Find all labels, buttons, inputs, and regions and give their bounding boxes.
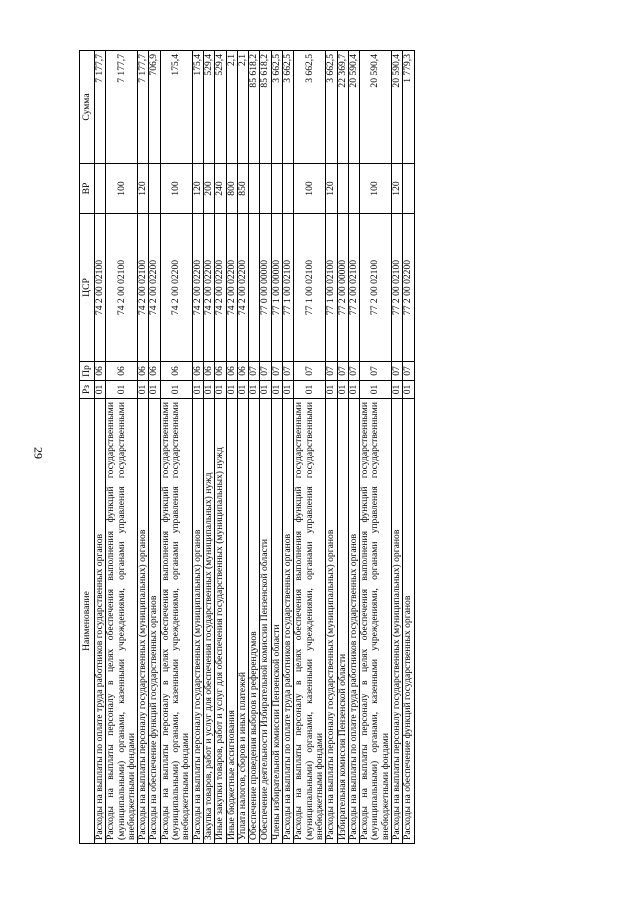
header-vr: ВР (80, 164, 95, 214)
cell-csr: 74 2 00 02200 (226, 214, 237, 362)
cell-sum: 7 177,7 (106, 51, 138, 164)
cell-vr: 850 (237, 164, 248, 214)
cell-rz: 01 (203, 381, 214, 399)
cell-name: Расходы на выплаты по оплате труда работников государственных органов (348, 399, 359, 844)
cell-csr: 74 2 00 02100 (106, 214, 138, 362)
table-row (215, 51, 226, 844)
cell-name: Члены избирательной комиссии Пензенской области (271, 399, 282, 844)
cell-pr: 06 (106, 362, 138, 381)
cell-rz: 01 (294, 381, 326, 399)
table-body (95, 51, 415, 844)
cell-name: Иные бюджетные ассигнования (226, 399, 237, 844)
cell-vr: 200 (203, 164, 214, 214)
cell-rz: 01 (160, 381, 192, 399)
table-row (237, 51, 248, 844)
cell-csr: 77 2 00 02100 (360, 214, 392, 362)
cell-pr: 06 (160, 362, 192, 381)
header-sum: Сумма (80, 51, 95, 164)
cell-pr: 06 (95, 362, 106, 381)
budget-table (79, 50, 415, 844)
cell-rz: 01 (192, 381, 203, 399)
cell-vr (283, 164, 294, 214)
cell-rz: 01 (326, 381, 337, 399)
cell-pr: 07 (326, 362, 337, 381)
table-row (326, 51, 337, 844)
cell-pr: 07 (360, 362, 392, 381)
cell-pr: 07 (249, 362, 260, 381)
cell-pr: 06 (215, 362, 226, 381)
cell-vr: 120 (192, 164, 203, 214)
header-rz: Рз (80, 381, 95, 399)
cell-vr (149, 164, 160, 214)
cell-csr: 74 2 00 02200 (215, 214, 226, 362)
table-row (226, 51, 237, 844)
cell-rz: 01 (403, 381, 414, 399)
cell-name: Избирательная комиссия Пензенской области (337, 399, 348, 844)
cell-vr (249, 164, 260, 214)
cell-rz: 01 (271, 381, 282, 399)
cell-rz: 01 (106, 381, 138, 399)
cell-name: Расходы на выплаты по оплате труда работников государственных органов (95, 399, 106, 844)
table-row (249, 51, 260, 844)
cell-pr: 06 (138, 362, 149, 381)
cell-name: Расходы на выплаты персоналу государственных (муниципальных) органов (138, 399, 149, 844)
cell-sum: 2,1 (226, 51, 237, 164)
cell-name: Расходы на выплаты персоналу государственных (муниципальных) органов (192, 399, 203, 844)
cell-sum: 175,4 (192, 51, 203, 164)
cell-csr: 77 1 00 02100 (283, 214, 294, 362)
table-row (260, 51, 271, 844)
cell-csr: 77 1 00 02100 (326, 214, 337, 362)
cell-name: Расходы на выплаты персоналу государственных (муниципальных) органов (326, 399, 337, 844)
cell-pr: 06 (203, 362, 214, 381)
cell-csr: 74 2 00 02200 (160, 214, 192, 362)
cell-vr (337, 164, 348, 214)
cell-name: Расходы на обеспечение функций государственных органов (149, 399, 160, 844)
table-header-row (80, 51, 95, 844)
cell-name: Закупка товаров, работ и услуг для обеспечения государственных (муниципальных) нужд (203, 399, 214, 844)
rotated-page-content (79, 51, 540, 844)
cell-pr: 07 (260, 362, 271, 381)
cell-sum: 85 618,2 (260, 51, 271, 164)
header-pr: Пр (80, 362, 95, 381)
cell-sum: 7 177,7 (95, 51, 106, 164)
cell-sum: 2,1 (237, 51, 248, 164)
table-row (337, 51, 348, 844)
cell-csr: 77 1 00 02100 (294, 214, 326, 362)
table-row (403, 51, 414, 844)
cell-name: Обеспечение проведения выборов и референдумов (249, 399, 260, 844)
header-csr: ЦСР (80, 214, 95, 362)
table-row (392, 51, 403, 844)
cell-csr: 77 0 00 00000 (260, 214, 271, 362)
table-row (95, 51, 106, 844)
cell-sum: 706,9 (149, 51, 160, 164)
cell-name: Расходы на выплаты персоналу государственных (муниципальных) органов (392, 399, 403, 844)
cell-csr: 77 2 00 02100 (348, 214, 359, 362)
cell-sum: 529,4 (203, 51, 214, 164)
cell-rz: 01 (237, 381, 248, 399)
cell-pr: 07 (337, 362, 348, 381)
cell-vr: 240 (215, 164, 226, 214)
cell-vr (260, 164, 271, 214)
cell-vr (271, 164, 282, 214)
cell-pr: 07 (271, 362, 282, 381)
cell-sum: 3 662,5 (283, 51, 294, 164)
table-row (192, 51, 203, 844)
cell-name: Иные закупки товаров, работ и услуг для обеспечения государственных (муниципальных) нужд (215, 399, 226, 844)
cell-pr: 07 (294, 362, 326, 381)
cell-csr: 77 1 00 00000 (271, 214, 282, 362)
cell-sum: 20 590,4 (392, 51, 403, 164)
table-row (138, 51, 149, 844)
cell-csr: 74 2 00 02100 (95, 214, 106, 362)
table-row (360, 51, 392, 844)
table-row (149, 51, 160, 844)
table-row (106, 51, 138, 844)
cell-pr: 06 (192, 362, 203, 381)
cell-rz: 01 (149, 381, 160, 399)
cell-vr (403, 164, 414, 214)
cell-rz: 01 (348, 381, 359, 399)
cell-sum: 529,4 (215, 51, 226, 164)
cell-name: Расходы на выплаты по оплате труда работников государственных органов (283, 399, 294, 844)
cell-vr: 800 (226, 164, 237, 214)
cell-pr: 07 (348, 362, 359, 381)
cell-sum: 20 590,4 (348, 51, 359, 164)
table-row (160, 51, 192, 844)
cell-pr: 06 (226, 362, 237, 381)
table-row (271, 51, 282, 844)
cell-rz: 01 (260, 381, 271, 399)
cell-pr: 07 (403, 362, 414, 381)
cell-rz: 01 (138, 381, 149, 399)
cell-sum: 7 177,7 (138, 51, 149, 164)
cell-pr: 06 (237, 362, 248, 381)
cell-rz: 01 (249, 381, 260, 399)
cell-csr: 74 2 00 02200 (149, 214, 160, 362)
cell-sum: 3 662,5 (326, 51, 337, 164)
cell-sum: 3 662,5 (271, 51, 282, 164)
table-row (283, 51, 294, 844)
cell-rz: 01 (215, 381, 226, 399)
cell-pr: 06 (149, 362, 160, 381)
cell-sum: 20 590,4 (360, 51, 392, 164)
cell-csr: 74 2 00 02200 (203, 214, 214, 362)
cell-vr: 100 (106, 164, 138, 214)
cell-sum: 3 662,5 (294, 51, 326, 164)
cell-sum: 1 779,3 (403, 51, 414, 164)
cell-rz: 01 (283, 381, 294, 399)
cell-rz: 01 (95, 381, 106, 399)
cell-vr: 120 (392, 164, 403, 214)
cell-name: Обеспечение деятельности Избирательной комиссии Пензенской области (260, 399, 271, 844)
table-row (294, 51, 326, 844)
cell-csr: 77 2 00 02100 (392, 214, 403, 362)
cell-csr: 74 2 00 02200 (192, 214, 203, 362)
cell-name: Расходы на выплаты персоналу в целях обеспечения выполнения функций государственными (муниципальными) органами, казенными учреждениями, органами управления государственными внебюджетными фондами (360, 399, 392, 844)
cell-name: Уплата налогов, сборов и иных платежей (237, 399, 248, 844)
cell-sum: 22 369,7 (337, 51, 348, 164)
page-number: 29 (31, 447, 46, 459)
cell-rz: 01 (392, 381, 403, 399)
cell-name: Расходы на выплаты персоналу в целях обеспечения выполнения функций государственными (муниципальными) органами, казенными учреждениями, органами управления государственными внебюджетными фондами (160, 399, 192, 844)
cell-rz: 01 (360, 381, 392, 399)
cell-sum: 85 618,2 (249, 51, 260, 164)
header-name: Наименование (80, 399, 95, 844)
cell-csr: 74 2 00 02100 (138, 214, 149, 362)
cell-name: Расходы на выплаты персоналу в целях обеспечения выполнения функций государственными (муниципальными) органами, казенными учреждениями, органами управления государственными внебюджетными фондами (106, 399, 138, 844)
cell-rz: 01 (337, 381, 348, 399)
cell-name: Расходы на выплаты персоналу в целях обеспечения выполнения функций государственными (муниципальными) органами, казенными учреждениями, органами управления государственными внебюджетными фондами (294, 399, 326, 844)
cell-vr: 100 (294, 164, 326, 214)
cell-vr: 100 (360, 164, 392, 214)
cell-csr: 77 2 00 02200 (403, 214, 414, 362)
cell-vr (348, 164, 359, 214)
cell-csr: 74 2 00 02200 (237, 214, 248, 362)
cell-vr: 120 (138, 164, 149, 214)
cell-pr: 07 (392, 362, 403, 381)
table-row (203, 51, 214, 844)
cell-vr (95, 164, 106, 214)
cell-sum: 175,4 (160, 51, 192, 164)
cell-vr: 100 (160, 164, 192, 214)
cell-vr: 120 (326, 164, 337, 214)
cell-pr: 07 (283, 362, 294, 381)
cell-name: Расходы на обеспечение функций государственных органов (403, 399, 414, 844)
cell-rz: 01 (226, 381, 237, 399)
cell-csr: 77 2 00 00000 (337, 214, 348, 362)
cell-csr (249, 214, 260, 362)
table-row (348, 51, 359, 844)
